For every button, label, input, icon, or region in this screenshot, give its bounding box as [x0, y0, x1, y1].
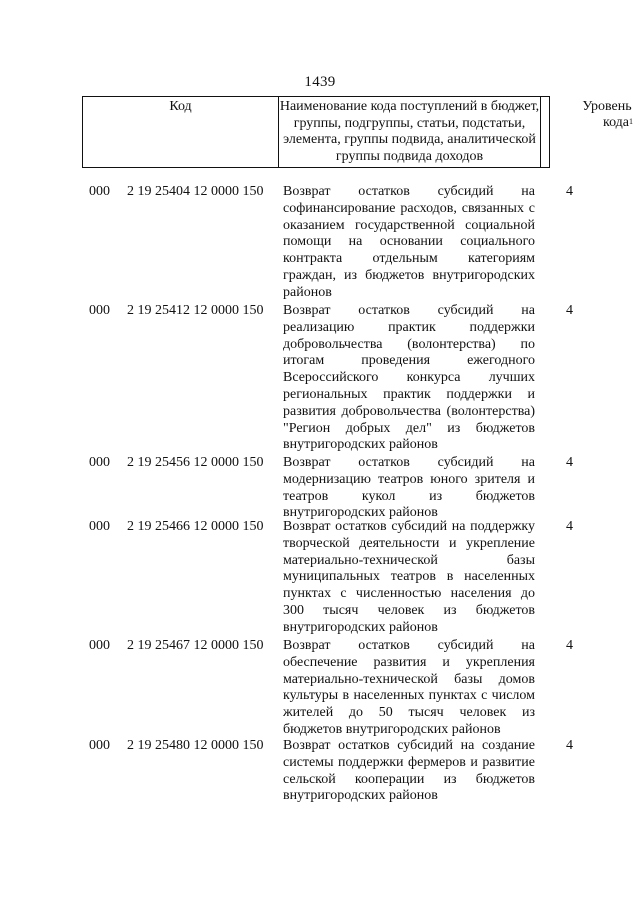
- row-prefix: 000: [89, 303, 110, 318]
- table-header: [82, 96, 634, 168]
- row-code: 2 19 25467 12 0000 150: [127, 638, 264, 653]
- row-level: 4: [566, 184, 573, 199]
- row-prefix: 000: [89, 738, 110, 753]
- row-level: 4: [566, 519, 573, 534]
- row-prefix: 000: [89, 519, 110, 534]
- header-level-label: кода: [602, 115, 630, 130]
- row-prefix: 000: [89, 184, 110, 199]
- header-level-line1: Уровень: [582, 99, 632, 114]
- row-code: 2 19 25412 12 0000 150: [127, 303, 264, 318]
- row-level: 4: [566, 638, 573, 653]
- header-level: [541, 99, 640, 131]
- row-description: Возврат остатков субсидий на создание системы поддержки фермеров и развитие сельской кооперации из бюджетов внутригородских районов: [283, 738, 535, 804]
- row-description: Возврат остатков субсидий на поддержку творческой деятельности и укрепление материально-технической базы муниципальных театров в населенных пунктах с численностью населения до 300 тысяч человек из бюджетов внутригородских районов: [283, 519, 535, 635]
- row-description: Возврат остатков субсидий на реализацию практик поддержки добровольчества (волонтерства) по итогам проведения ежегодного Всероссийского конкурса лучших региональных практик поддержки и развития добровольчества (волонтерства) "Регион добрых дел" из бюджетов внутригородских районов: [283, 303, 535, 453]
- row-level: 4: [566, 455, 573, 470]
- header-name: Наименование кода поступлений в бюджет, группы, подгруппы, статьи, подстатьи, элемента, группы подвида, аналитической группы подвида доходов: [279, 99, 540, 164]
- row-code: 2 19 25466 12 0000 150: [127, 519, 264, 534]
- row-description: Возврат остатков субсидий на обеспечение развития и укрепления материально-технической базы домов культуры в населенных пунктах с числом жителей до 50 тысяч человек из бюджетов внутригородских районов: [283, 638, 535, 737]
- footnote-marker: 1: [629, 117, 634, 126]
- row-code: 2 19 25480 12 0000 150: [127, 738, 264, 753]
- page-number: 1439: [304, 74, 336, 90]
- header-code: Код: [169, 99, 192, 114]
- row-description: Возврат остатков субсидий на софинансирование расходов, связанных с оказанием государственной социальной помощи на основании социального контракта отдельным категориям граждан, из бюджетов внутригородских районов: [283, 184, 535, 300]
- row-level: 4: [566, 738, 573, 753]
- row-prefix: 000: [89, 638, 110, 653]
- header-level-line2: [541, 115, 640, 131]
- row-code: 2 19 25404 12 0000 150: [127, 184, 264, 199]
- row-level: 4: [566, 303, 573, 318]
- row-description: Возврат остатков субсидий на модернизацию театров юного зрителя и театров кукол из бюджетов внутригородских районов: [283, 455, 535, 521]
- row-prefix: 000: [89, 455, 110, 470]
- row-code: 2 19 25456 12 0000 150: [127, 455, 264, 470]
